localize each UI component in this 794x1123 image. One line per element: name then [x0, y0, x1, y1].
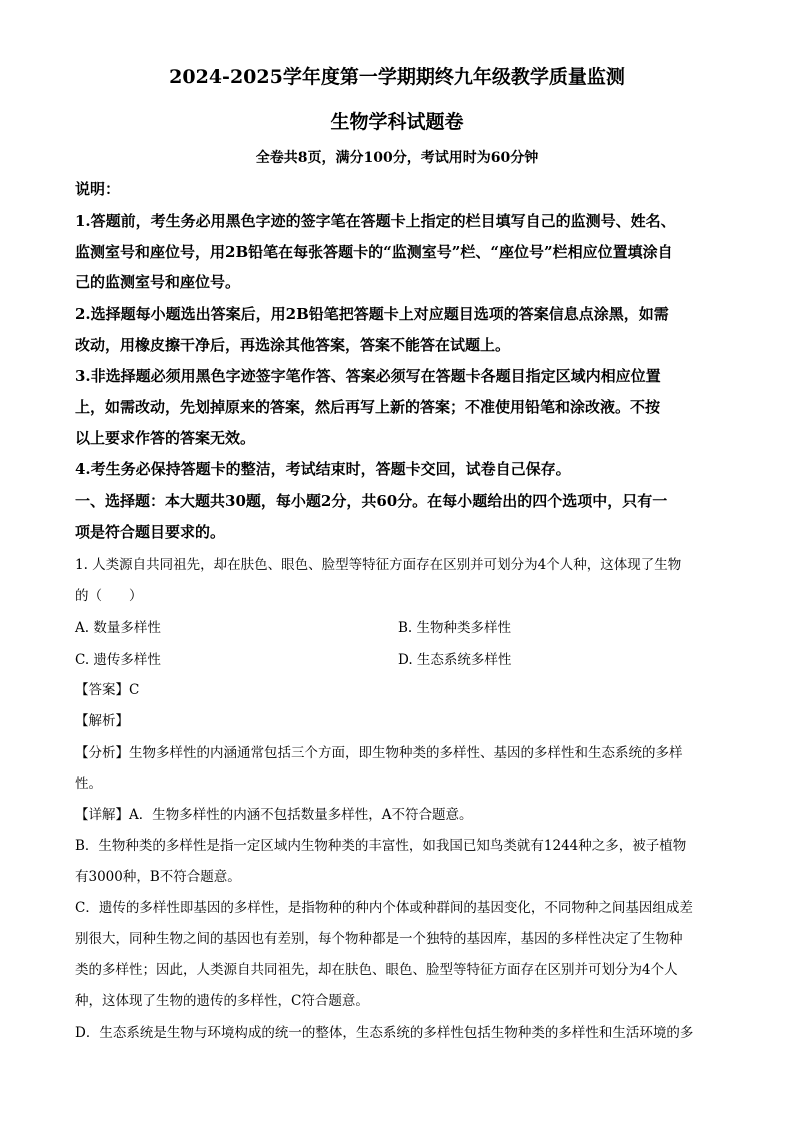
instruction-line: 2.选择题每小题选出答案后，用2B铅笔把答题卡上对应题目选项的答案信息点涂黑，如需: [75, 305, 669, 323]
option-d: D. 生态系统多样性: [398, 652, 512, 668]
instruction-line: 上，如需改动，先划掉原来的答案，然后再写上新的答案；不准使用铅笔和涂改液。不按: [75, 398, 661, 416]
subject-title: 生物学科试题卷: [330, 111, 464, 133]
analysis-line: D．生态系统是生物与环境构成的统一的整体，生态系统的多样性包括生物种类的多样性和生活环境的多: [75, 1025, 694, 1041]
analysis-line: 【分析】生物多样性的内涵通常包括三个方面，即生物种类的多样性、基因的多样性和生态系统的多样: [75, 745, 683, 761]
analysis-line: 有3000种，B不符合题意。: [75, 869, 241, 885]
instruction-line: 己的监测室号和座位号。: [75, 273, 241, 291]
instruction-line: 以上要求作答的答案无效。: [75, 429, 256, 447]
instructions-heading: 说明：: [75, 180, 121, 198]
instruction-line: 4.考生务必保持答题卡的整洁，考试结束时，答题卡交回，试卷自己保存。: [75, 460, 571, 478]
section-heading: 项是符合题目要求的。: [75, 523, 226, 541]
option-c: C. 遗传多样性: [75, 652, 161, 668]
analysis-line: 类的多样性；因此，人类源自共同祖先，却在肤色、眼色、脸型等特征方面存在区别并可划分为4个人: [75, 962, 678, 978]
option-b: B. 生物种类多样性: [398, 620, 512, 636]
instruction-line: 1.答题前，考生务必用黑色字迹的签字笔在答题卡上指定的栏目填写自己的监测号、姓名、: [75, 212, 676, 230]
section-heading: 一、选择题：本大题共30题，每小题2分，共60分。在每小题给出的四个选项中，只有一: [75, 492, 668, 510]
analysis-line: C．遗传的多样性即基因的多样性，是指物种的种内个体或种群间的基因变化，不同物种之间基因组成差: [75, 900, 693, 916]
instruction-line: 3.非选择题必须用黑色字迹签字笔作答、答案必须写在答题卡各题目指定区域内相应位置: [75, 367, 661, 385]
question-stem: 1. 人类源自共同祖先，却在肤色、眼色、脸型等特征方面存在区别并可划分为4个人种，这体现了生物: [75, 557, 682, 573]
instruction-line: 改动，用橡皮擦干净后，再选涂其他答案，答案不能答在试题上。: [75, 336, 511, 354]
instruction-line: 监测室号和座位号，用2B铅笔在每张答题卡的“监测室号”栏、“座位号”栏相应位置填涂自: [75, 243, 673, 261]
option-a: A. 数量多样性: [75, 620, 161, 636]
analysis-line: 性。: [75, 776, 102, 792]
answer-label: 【答案】C: [75, 682, 140, 698]
analysis-line: 别很大，同种生物之间的基因也有差别，每个物种都是一个独特的基因库，基因的多样性决定了生物种: [75, 931, 683, 947]
analysis-heading: 【解析】: [75, 713, 129, 729]
question-stem: 的（ ）: [75, 588, 143, 604]
analysis-line: 【详解】A．生物多样性的内涵不包括数量多样性，A不符合题意。: [75, 807, 473, 823]
analysis-line: 种，这体现了生物的遗传的多样性，C符合题意。: [75, 993, 369, 1009]
exam-info: 全卷共8页，满分100分，考试用时为60分钟: [255, 150, 539, 166]
analysis-line: B．生物种类的多样性是指一定区域内生物种类的丰富性，如我国已知鸟类就有1244种之多，被子植物: [75, 838, 687, 854]
exam-title: 2024-2025学年度第一学期期终九年级教学质量监测: [169, 66, 625, 88]
